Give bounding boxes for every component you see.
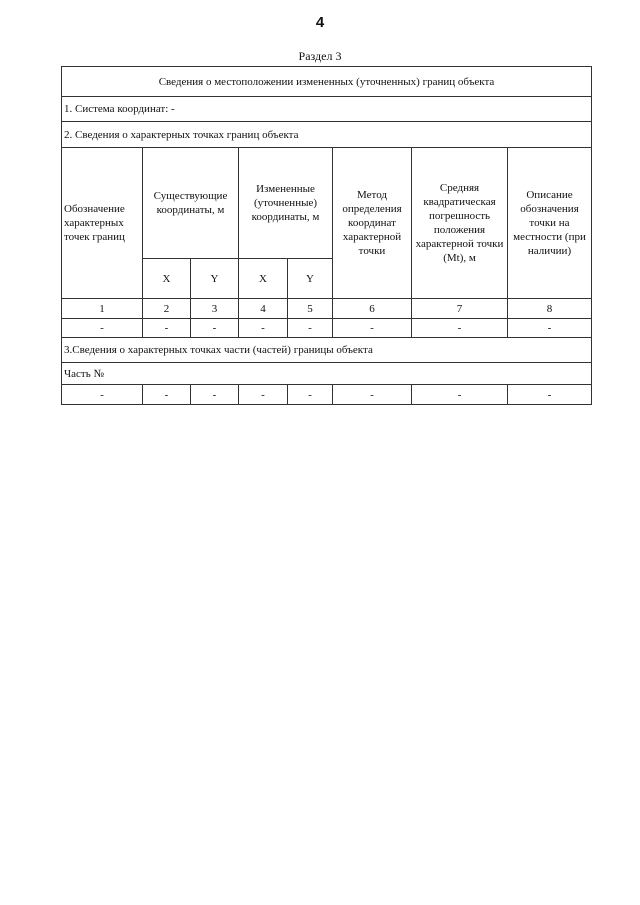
col-number: 6	[333, 299, 412, 319]
coordinate-system-row: 1. Система координат: -	[62, 97, 592, 122]
section-label: Раздел 3	[298, 49, 342, 63]
part-number-row: Часть №	[62, 363, 592, 385]
table-cell: -	[412, 385, 508, 405]
header-method: Метод определения координат характерной точки	[333, 148, 412, 299]
header-changed-y: Y	[288, 259, 333, 299]
table-cell: -	[143, 319, 191, 338]
page-number: 4	[315, 14, 325, 31]
table-cell: -	[333, 385, 412, 405]
col-number: 4	[239, 299, 288, 319]
col-number: 5	[288, 299, 333, 319]
table-cell: -	[508, 385, 592, 405]
table-cell: -	[191, 319, 239, 338]
table-cell: -	[239, 385, 288, 405]
header-existing-x: X	[143, 259, 191, 299]
table-cell: -	[412, 319, 508, 338]
table-cell: -	[239, 319, 288, 338]
col-number: 3	[191, 299, 239, 319]
table-row	[62, 385, 592, 405]
col-number: 1	[62, 299, 143, 319]
header-designation: Обозначение характерных точек границ	[62, 148, 143, 299]
table-cell: -	[288, 319, 333, 338]
table-row	[62, 319, 592, 338]
column-numbers-row	[62, 299, 592, 319]
table-cell: -	[143, 385, 191, 405]
header-changed-x: X	[239, 259, 288, 299]
header-existing-coordinates: Существующие координаты, м	[143, 148, 239, 259]
header-changed-coordinates: Измененные (уточненные) координаты, м	[239, 148, 333, 259]
col-number: 2	[143, 299, 191, 319]
table-cell: -	[333, 319, 412, 338]
table-cell: -	[62, 385, 143, 405]
table-cell: -	[508, 319, 592, 338]
points-section-header: 2. Сведения о характерных точках границ объекта	[62, 122, 592, 148]
table-cell: -	[191, 385, 239, 405]
boundary-table	[61, 66, 592, 405]
part-section-header: 3.Сведения о характерных точках части (частей) границы объекта	[62, 338, 592, 363]
header-error: Средняя квадратическая погрешность положения характерной точки (Mt), м	[412, 148, 508, 299]
table-cell: -	[62, 319, 143, 338]
header-description: Описание обозначения точки на местности (при наличии)	[508, 148, 592, 299]
col-number: 8	[508, 299, 592, 319]
table-title: Сведения о местоположении измененных (уточненных) границ объекта	[62, 67, 592, 97]
col-number: 7	[412, 299, 508, 319]
table-cell: -	[288, 385, 333, 405]
header-existing-y: Y	[191, 259, 239, 299]
